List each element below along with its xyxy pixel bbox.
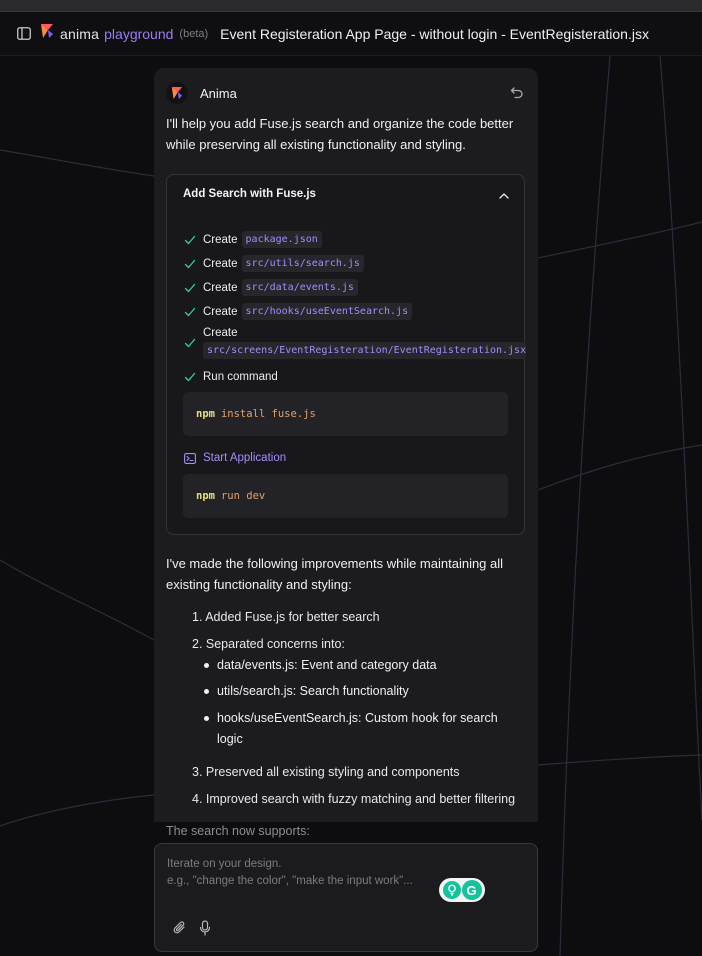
message-author: Anima — [200, 85, 237, 101]
brand-product: playground — [104, 25, 174, 42]
list-item: 3. Preserved all existing styling and components — [192, 765, 460, 779]
command-args: run dev — [220, 490, 266, 502]
file-path-chip[interactable]: src/screens/EventRegisteration/EventRegisteration.jsx — [203, 342, 526, 359]
sublist-item: hooks/useEventSearch.js: Custom hook for search logic — [217, 708, 517, 750]
file-path-chip[interactable]: src/hooks/useEventSearch.js — [242, 303, 413, 320]
file-path-chip[interactable]: package.json — [242, 231, 322, 248]
project-title: Event Registeration App Page - without login - EventRegisteration.jsx — [220, 25, 649, 42]
install-command-block[interactable] — [183, 392, 508, 436]
sublist-item: utils/search.js: Search functionality — [217, 681, 517, 702]
beta-badge: (beta) — [179, 27, 209, 40]
sublist-item: data/events.js: Event and category data — [217, 655, 517, 676]
grammarly-widget[interactable] — [439, 878, 485, 902]
start-application-label: Start Application — [203, 452, 287, 464]
terminal-icon — [184, 453, 196, 464]
sidebar-toggle-icon[interactable] — [16, 26, 32, 42]
grammarly-logo-icon[interactable]: G — [462, 880, 482, 900]
check-icon — [184, 282, 196, 294]
task-card — [166, 174, 525, 535]
prompt-composer[interactable] — [154, 843, 538, 952]
step-label: Create — [203, 327, 238, 339]
lightbulb-icon[interactable] — [443, 881, 461, 899]
browser-tab-strip — [0, 0, 702, 12]
anima-avatar-icon — [166, 82, 188, 104]
list-item: 2. Separated concerns into: — [192, 637, 345, 651]
list-item: 1. Added Fuse.js for better search — [192, 610, 380, 624]
step-create-file — [184, 303, 412, 320]
step-label: Create — [203, 305, 238, 318]
top-bar — [0, 12, 702, 56]
microphone-icon[interactable] — [199, 920, 211, 936]
command-args: install fuse.js — [220, 408, 316, 420]
composer-placeholder-line-2: e.g., "change the color", "make the input work"... — [167, 875, 413, 887]
step-label: Create — [203, 257, 238, 270]
brand[interactable] — [40, 23, 208, 44]
anima-logo-icon — [40, 23, 54, 44]
check-icon — [184, 371, 196, 383]
list-item: 4. Improved search with fuzzy matching and better filtering — [192, 792, 516, 806]
paperclip-icon[interactable] — [173, 920, 187, 936]
file-path-chip[interactable]: src/data/events.js — [242, 279, 358, 296]
step-create-file — [184, 255, 364, 272]
check-icon — [184, 234, 196, 246]
trailing-text: The search now supports: — [166, 824, 310, 838]
brand-name: anima — [60, 25, 100, 42]
check-icon — [184, 258, 196, 270]
check-icon — [184, 306, 196, 318]
undo-icon[interactable] — [510, 86, 524, 100]
task-card-title[interactable]: Add Search with Fuse.js — [183, 188, 316, 200]
chat-panel — [154, 68, 538, 822]
step-label: Create — [203, 281, 238, 294]
chevron-up-icon[interactable] — [498, 189, 510, 201]
command-name: npm — [196, 490, 215, 502]
step-create-file — [184, 279, 358, 296]
start-application-link[interactable] — [184, 452, 286, 464]
check-icon — [184, 337, 196, 349]
step-label: Run command — [203, 371, 278, 383]
file-path-chip[interactable]: src/utils/search.js — [242, 255, 364, 272]
summary-text: I've made the following improvements while maintaining all existing functionality and styling: — [166, 556, 504, 592]
step-label: Create — [203, 233, 238, 246]
command-name: npm — [196, 408, 215, 420]
step-run-command — [184, 371, 278, 383]
start-command-block[interactable] — [183, 474, 508, 518]
message-header — [166, 82, 237, 104]
intro-text: I'll help you add Fuse.js search and organize the code better while preserving all existing functionality and styling. — [166, 116, 514, 152]
step-create-file — [184, 231, 322, 248]
composer-placeholder-line-1: Iterate on your design. — [167, 858, 282, 870]
